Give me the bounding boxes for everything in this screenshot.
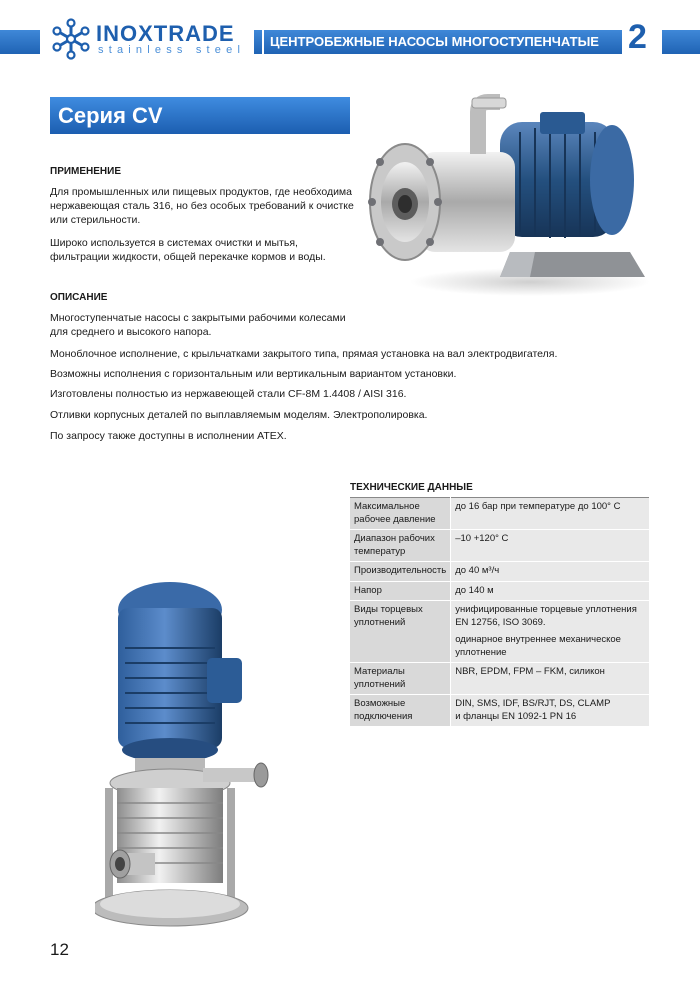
brand-name: INOXTRADE bbox=[96, 21, 235, 46]
spec-value: до 16 бар при температуре до 100° C bbox=[451, 498, 649, 530]
spec-key: Возможные подключения bbox=[350, 695, 451, 727]
spec-key: Максимальное рабочее давление bbox=[350, 498, 451, 530]
snowflake-logo-icon bbox=[50, 18, 92, 60]
spec-value: до 40 м³/ч bbox=[451, 562, 649, 582]
section-title: ЦЕНТРОБЕЖНЫЕ НАСОСЫ МНОГОСТУПЕНЧАТЫЕ bbox=[262, 30, 618, 54]
series-title: Серия CV bbox=[50, 97, 350, 134]
spec-value: до 140 м bbox=[451, 581, 649, 601]
table-row bbox=[350, 581, 649, 601]
spec-key: Напор bbox=[350, 581, 451, 601]
description-paragraph-1: Многоступенчатые насосы с закрытыми рабочими колесами для среднего и высокого напора. bbox=[50, 312, 346, 338]
table-row bbox=[350, 562, 649, 582]
spec-value: DIN, SMS, IDF, BS/RJT, DS, CLAMP и фланцы EN 1092-1 PN 16 bbox=[451, 695, 649, 727]
application-paragraph-1: Для промышленных или пищевых продуктов, где необходима нержавеющая сталь 316, но без особых требований к очистке или стерильности. bbox=[50, 186, 354, 226]
specs-table bbox=[350, 497, 649, 727]
table-row bbox=[350, 695, 649, 727]
brand-tagline: stainless steel bbox=[98, 44, 246, 56]
description-paragraph-5: Отливки корпусных деталей по выплавляемым моделям. Электрополировка. bbox=[50, 409, 428, 421]
spec-key: Диапазон рабочих температур bbox=[350, 530, 451, 562]
table-row bbox=[350, 530, 649, 562]
application-heading: ПРИМЕНЕНИЕ bbox=[50, 166, 122, 177]
description-paragraph-4: Изготовлены полностью из нержавеющей стали CF-8M 1.4408 / AISI 316. bbox=[50, 388, 407, 400]
application-paragraph-2: Широко используется в системах очистки и мытья, фильтрации жидкости, общей перекачке кормов и воды. bbox=[50, 237, 326, 263]
description-heading: ОПИСАНИЕ bbox=[50, 292, 108, 303]
page-number: 12 bbox=[50, 940, 69, 959]
spec-key: Виды торцевых уплотнений bbox=[350, 601, 451, 663]
spec-key: Материалы уплотнений bbox=[350, 663, 451, 695]
description-paragraph-3: Возможны исполнения с горизонтальным или вертикальным вариантом установки. bbox=[50, 368, 457, 380]
table-row bbox=[350, 663, 649, 695]
spec-value: унифицированные торцевые уплотнения EN 12756, ISO 3069. одинарное внутреннее механическое уплотнение bbox=[451, 601, 649, 663]
vertical-pump-illustration bbox=[95, 578, 275, 933]
spec-value: –10 +120° C bbox=[451, 530, 649, 562]
description-paragraph-2: Моноблочное исполнение, с крыльчатками закрытого типа, прямая установка на вал электродвигателя. bbox=[50, 348, 558, 360]
spec-key: Производительность bbox=[350, 562, 451, 582]
spec-value: NBR, EPDM, FPM – FKM, силикон bbox=[451, 663, 649, 695]
description-paragraph-6: По запросу также доступны в исполнении ATEX. bbox=[50, 430, 287, 442]
section-number: 2 bbox=[628, 18, 647, 56]
specs-heading: ТЕХНИЧЕСКИЕ ДАННЫЕ bbox=[350, 482, 473, 493]
table-row bbox=[350, 498, 649, 530]
table-row bbox=[350, 601, 649, 663]
horizontal-pump-illustration bbox=[360, 92, 650, 302]
